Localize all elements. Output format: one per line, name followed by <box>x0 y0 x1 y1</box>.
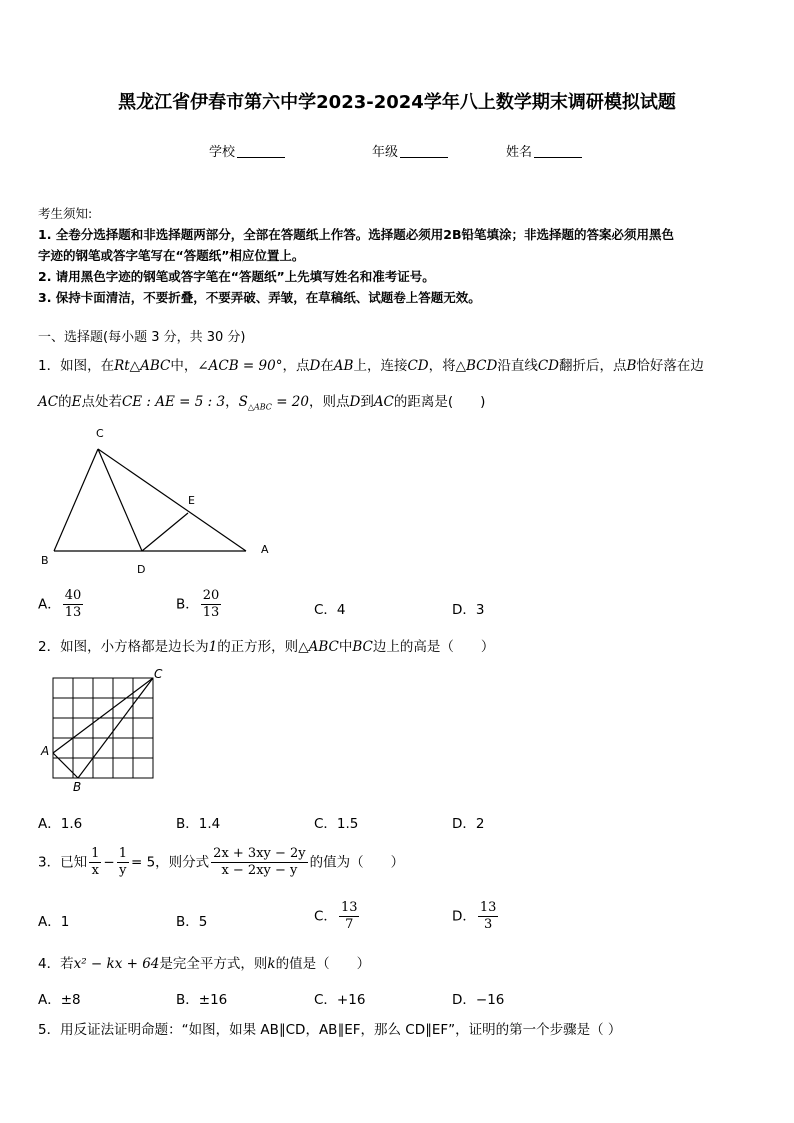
label-c: C <box>96 427 104 440</box>
name-field: 姓名 <box>506 141 582 160</box>
label-b: B <box>41 554 49 567</box>
segment-ab <box>53 753 78 778</box>
q1-line-2: AC的E点处若CE : AE = 5 : 3，$S_{\triangle ABC} = 20$，则点D到AC的距离是( ) <box>38 394 486 412</box>
q3-option-c[interactable]: C． $\frac{13}{7}$ <box>314 900 358 932</box>
q4-option-d[interactable]: D．−16 <box>452 992 505 1008</box>
segment-bc <box>54 449 98 551</box>
q4-option-c[interactable]: C．+16 <box>314 992 366 1008</box>
label-d: D <box>137 563 146 576</box>
q1-figure <box>30 422 290 582</box>
school-blank <box>237 145 285 158</box>
q1-option-d[interactable]: D．3 <box>452 602 485 618</box>
name-blank <box>534 145 582 158</box>
q1-option-b[interactable]: B． $\frac{20}{13}$ <box>176 588 220 620</box>
q1-option-a[interactable]: A． $\frac{40}{13}$ <box>38 588 82 620</box>
q4-stem: 4．若x² − kx + 64是完全平方式，则k的值是（ ） <box>38 956 371 972</box>
label-c: C <box>154 667 163 681</box>
q3-stem: 3．已知 $\frac{1}{x}$ − $\frac{1}{y}$ = 5，则分式 $\frac{2x + 3xy - 2y}{x - 2xy - y}$ 的值为（ ） <box>38 846 405 878</box>
q4-option-a[interactable]: A．±8 <box>38 992 81 1008</box>
grade-blank <box>400 145 448 158</box>
notice-item-3: 3. 保持卡面清洁，不要折叠，不要弄破、弄皱，在草稿纸、试题卷上答题无效。 <box>38 290 481 305</box>
exam-notice <box>38 203 758 308</box>
section-heading: 一、选择题(每小题 3 分，共 30 分) <box>38 330 246 345</box>
q3-option-d[interactable]: D． $\frac{13}{3}$ <box>452 900 497 932</box>
notice-item-1b: 字迹的钢笔或答字笔写在“答题纸”相应位置上。 <box>38 248 305 263</box>
q2-option-b[interactable]: B．1.4 <box>176 816 221 832</box>
label-e: E <box>188 494 195 507</box>
q3-option-b[interactable]: B．5 <box>176 914 208 930</box>
label-a: A <box>261 543 269 556</box>
notice-heading: 考生须知: <box>38 206 93 221</box>
label-a: A <box>41 744 50 758</box>
q2-option-a[interactable]: A．1.6 <box>38 816 83 832</box>
q4-option-b[interactable]: B．±16 <box>176 992 228 1008</box>
q2-grid-figure <box>36 664 176 796</box>
grid <box>53 678 153 778</box>
segment-de <box>142 513 188 551</box>
notice-item-1: 1. 全卷分选择题和非选择题两部分，全部在答题纸上作答。选择题必须用2B铅笔填涂；非选择题的答案必须用黑色 <box>38 227 675 242</box>
q5-stem: 5．用反证法证明命题：“如图，如果 AB∥CD，AB∥EF，那么 CD∥EF”，证明的第一个步骤是（ ） <box>38 1022 622 1038</box>
segment-bc <box>78 678 153 778</box>
q2-option-d[interactable]: D．2 <box>452 816 485 832</box>
label-b: B <box>73 780 82 794</box>
segment-ac <box>53 678 153 753</box>
school-field: 学校 <box>209 141 285 160</box>
q1-option-c[interactable]: C．4 <box>314 602 346 618</box>
q2-stem: 2．如图，小方格都是边长为1的正方形，则△ABC中BC边上的高是（ ） <box>38 639 495 655</box>
notice-item-2: 2. 请用黑色字迹的钢笔或答字笔在“答题纸”上先填写姓名和准考证号。 <box>38 269 435 284</box>
page-title: 黑龙江省伊春市第六中学2023-2024学年八上数学期末调研模拟试题 <box>118 92 676 113</box>
q2-option-c[interactable]: C．1.5 <box>314 816 359 832</box>
grade-field: 年级 <box>372 141 448 160</box>
q3-option-a[interactable]: A．1 <box>38 914 70 930</box>
q1-line-1: 1．如图，在Rt△ABC中，∠ACB = 90°，点D在AB上，连接CD，将△BCD沿直线CD翻折后，点B恰好落在边 <box>38 358 704 374</box>
